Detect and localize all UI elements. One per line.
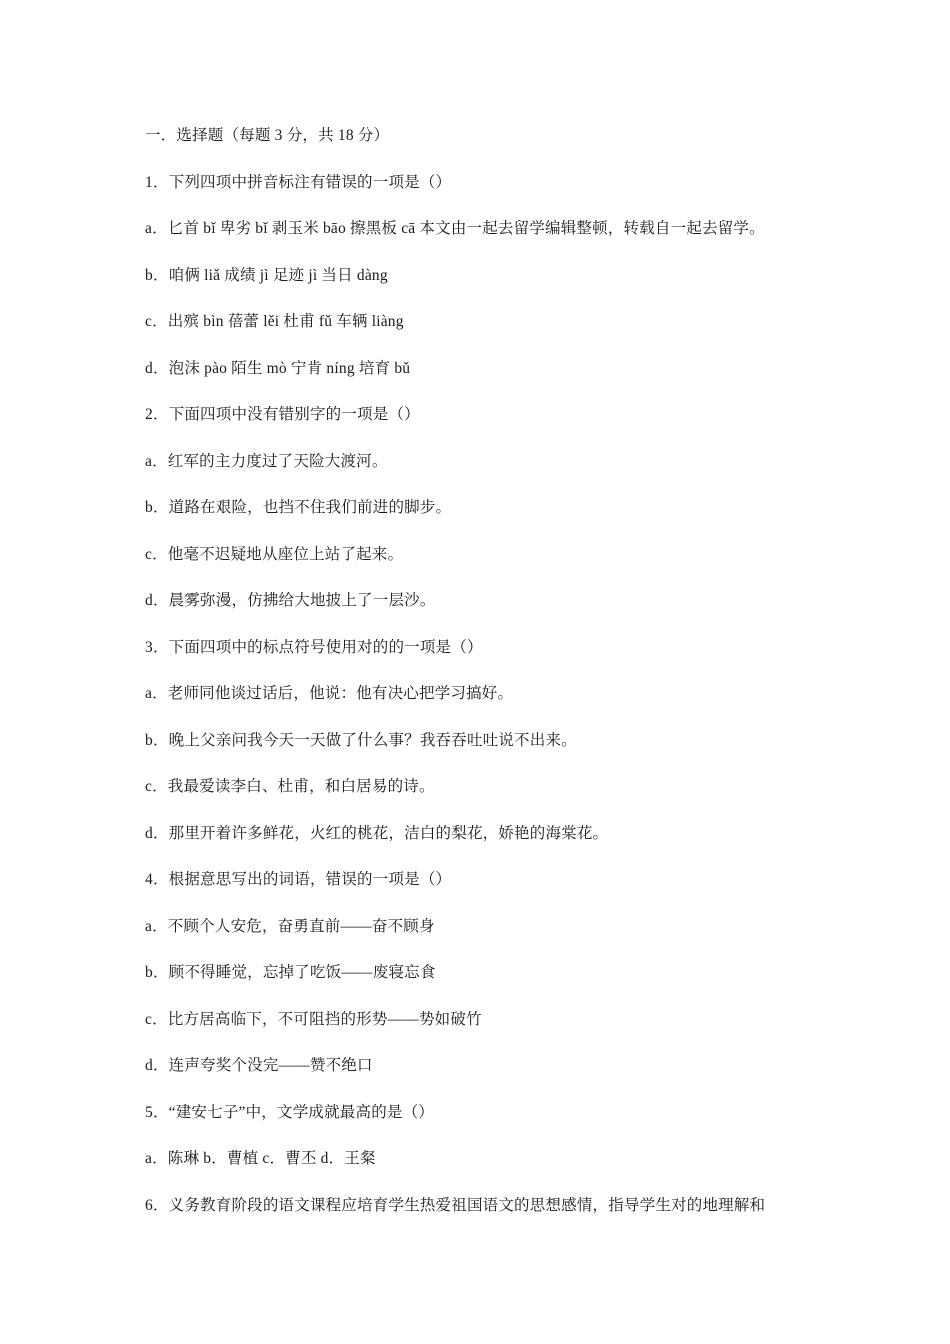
question-2-option-b: b．道路在艰险，也挡不住我们前进的脚步。 [145, 499, 452, 516]
question-3-option-c: c．我最爱读李白、杜甫，和白居易的诗。 [145, 778, 435, 795]
question-3-option-d: d．那里开着许多鲜花，火红的桃花，洁白的梨花，娇艳的海棠花。 [145, 824, 609, 842]
question-2: 2．下面四项中没有错别字的一项是（） [145, 406, 420, 423]
question-3-option-b: b．晚上父亲问我今天一天做了什么事？我吞吞吐吐说不出来。 [145, 731, 577, 749]
question-4-option-a: a．不顾个人安危，奋勇直前——奋不顾身 [145, 917, 435, 935]
question-5-options: a．陈琳 b．曹植 c．曹丕 d．王粲 [145, 1150, 376, 1167]
question-1-option-a: a．匕首 bǐ 卑劣 bǐ 剥玉米 bāo 擦黑板 cā 本文由一起去留学编辑整顿，转载自一起去留学。 [145, 220, 765, 237]
question-4-option-d: d．连声夸奖个没完——赞不绝口 [145, 1057, 373, 1074]
question-1-option-b: b．咱俩 liǎ 成绩 jì 足迹 jì 当日 dàng [145, 266, 388, 284]
document-body [145, 123, 825, 1239]
question-3: 3．下面四项中的标点符号使用对的的一项是（） [145, 638, 483, 656]
question-1-option-c: c．出殡 bìn 蓓蕾 lěi 杜甫 fǔ 车辆 liàng [145, 313, 404, 330]
question-4: 4．根据意思写出的词语，错误的一项是（） [145, 871, 452, 888]
question-6: 6．义务教育阶段的语文课程应培育学生热爱祖国语文的思想感情，指导学生对的地理解和 [145, 1196, 766, 1214]
question-1: 1．下列四项中拼音标注有错误的一项是（） [145, 173, 452, 191]
question-4-option-c: c．比方居高临下，不可阻挡的形势——势如破竹 [145, 1010, 482, 1028]
question-2-option-a: a．红军的主力度过了天险大渡河。 [145, 452, 388, 470]
question-1-option-d: d．泡沫 pào 陌生 mò 宁肯 níng 培育 bǔ [145, 359, 411, 377]
question-5: 5．“建安七子”中，文学成就最高的是（） [145, 1103, 435, 1121]
section-heading: 一．选择题（每题 3 分，共 18 分） [145, 127, 390, 144]
question-3-option-a: a．老师同他谈过话后，他说：他有决心把学习搞好。 [145, 685, 514, 702]
question-2-option-d: d．晨雾弥漫，仿拂给大地披上了一层沙。 [145, 592, 436, 609]
question-4-option-b: b．顾不得睡觉，忘掉了吃饭——废寝忘食 [145, 964, 436, 981]
question-2-option-c: c．他毫不迟疑地从座位上站了起来。 [145, 545, 404, 563]
